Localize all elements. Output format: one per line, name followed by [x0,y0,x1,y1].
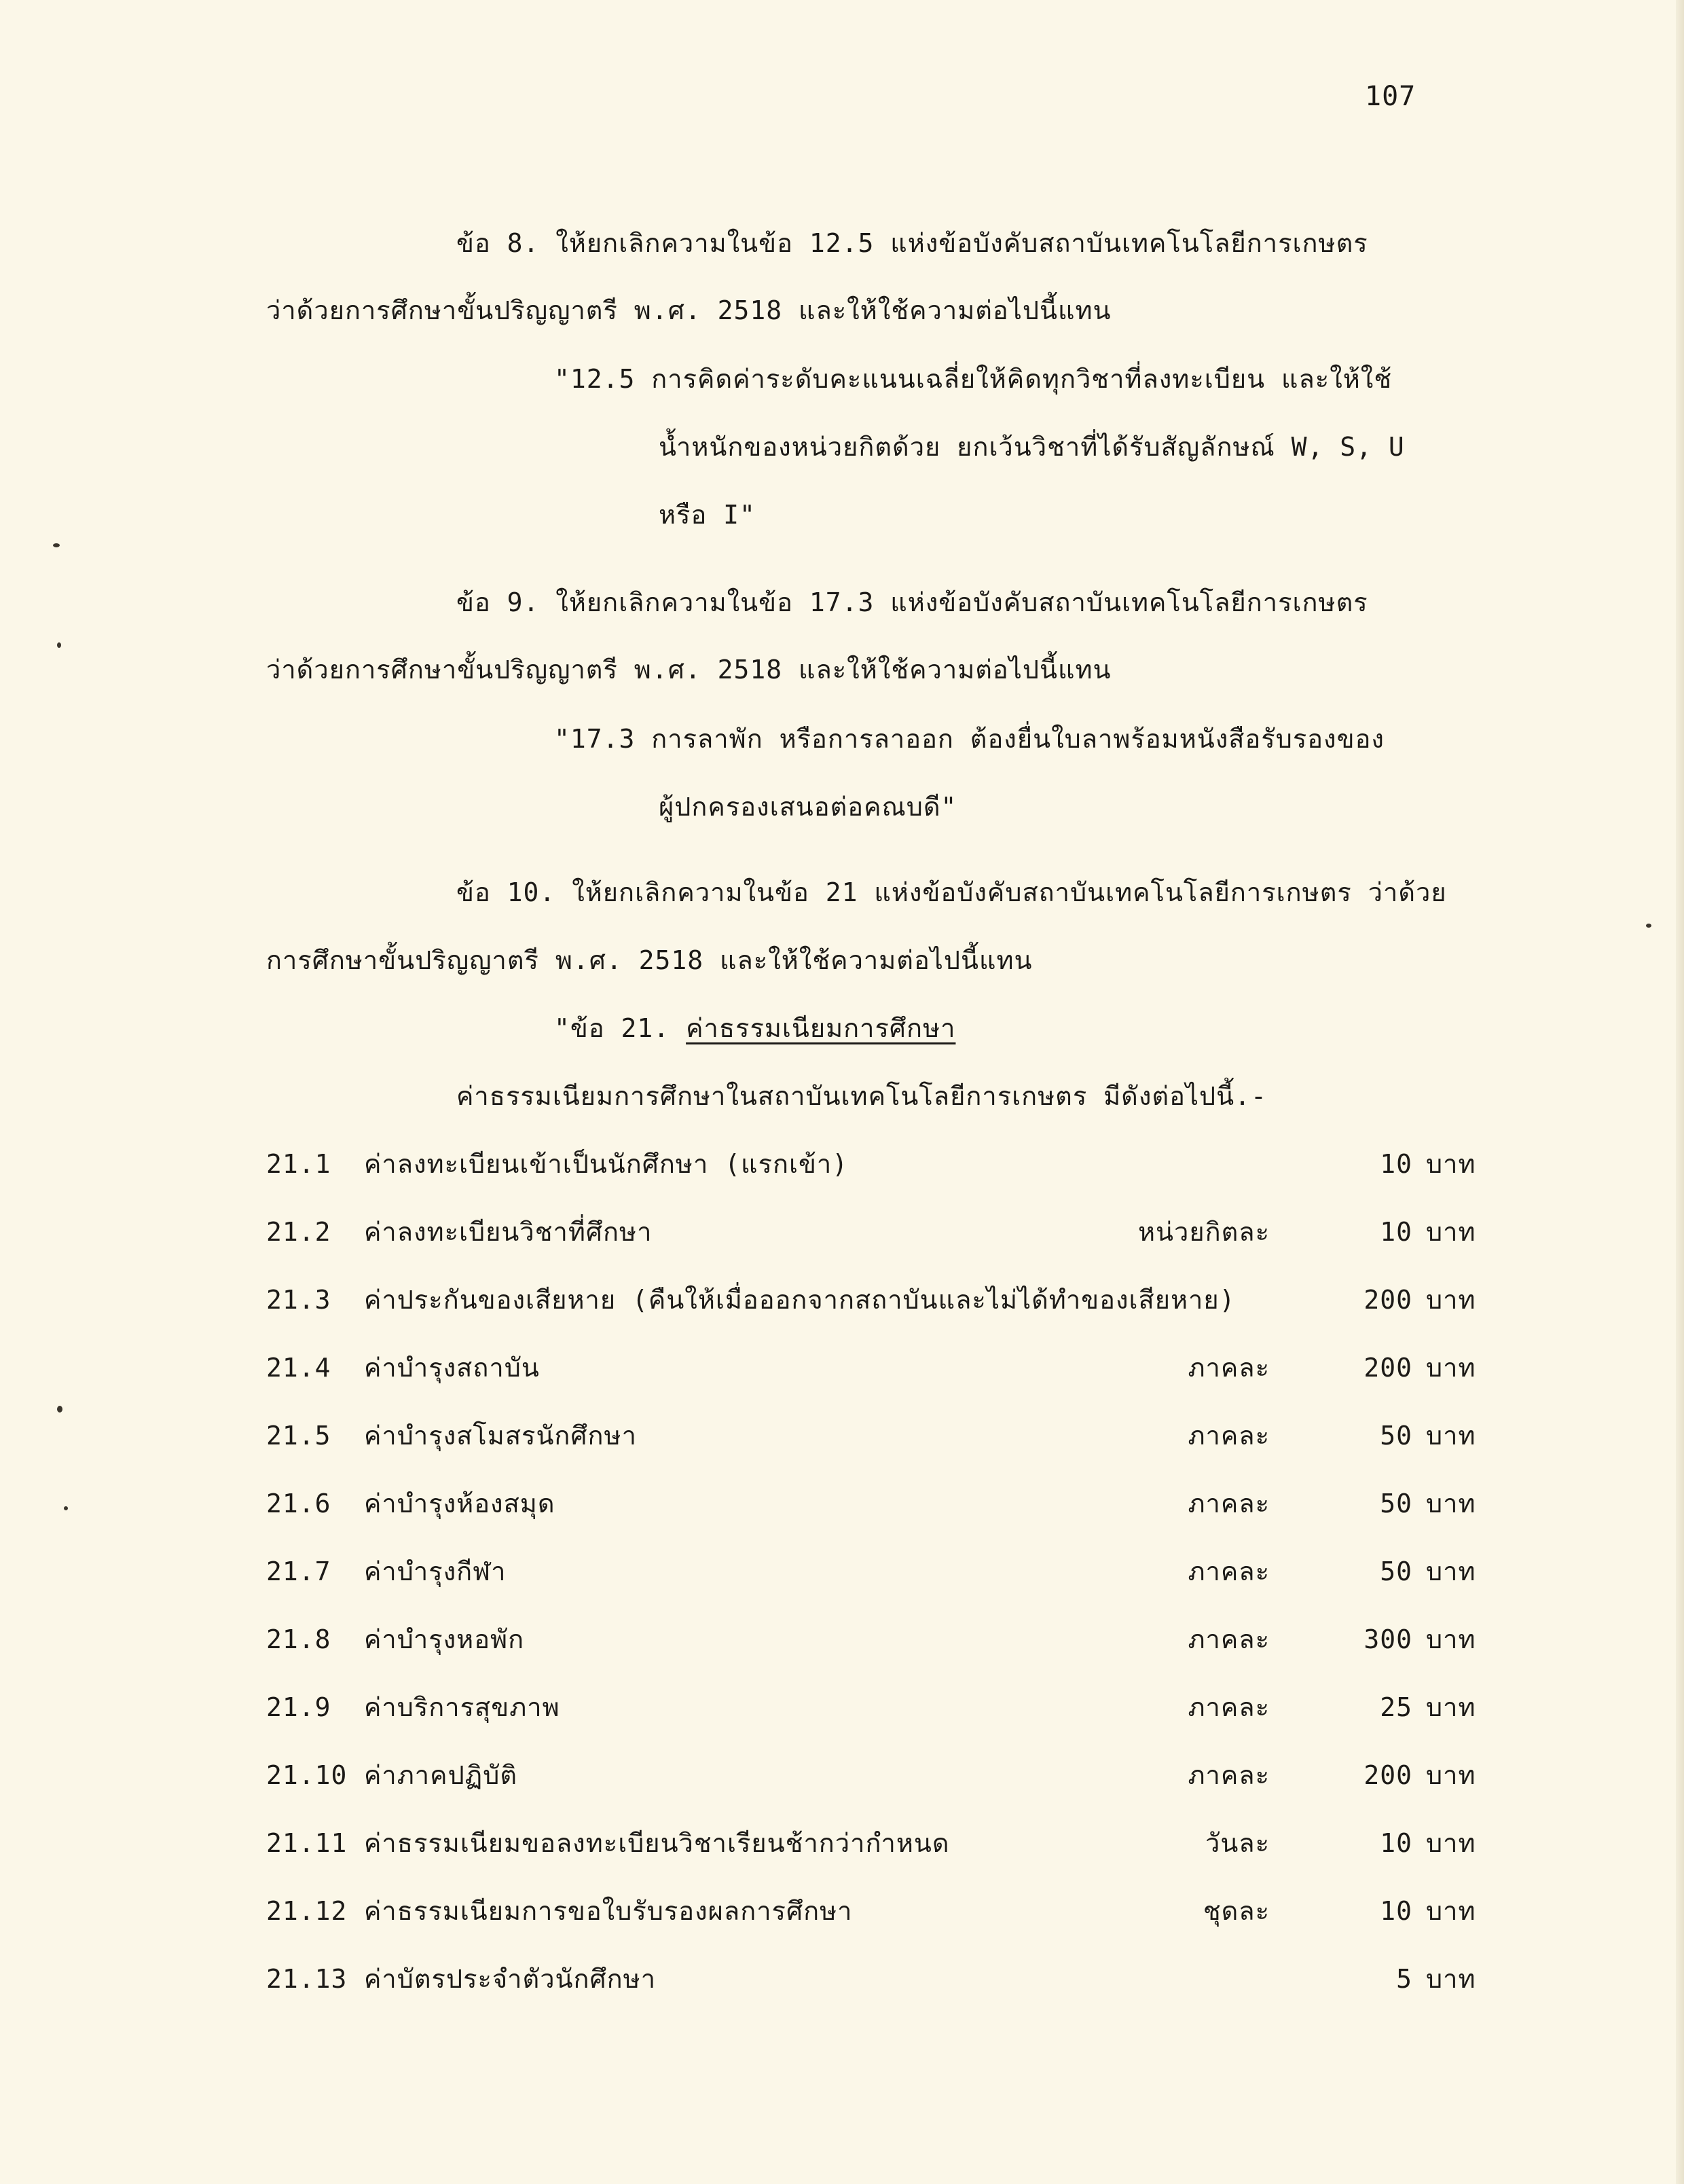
fee-number: 21.3 [266,1285,331,1315]
heading-prefix: "ข้อ 21. [554,1013,687,1043]
page-number: 107 [1365,81,1416,112]
fee-name: ค่าภาคปฏิบัติ [364,1760,517,1790]
fee-currency: บาท [1426,1421,1476,1451]
fee-unit: ภาคละ [1188,1624,1270,1654]
fee-name: ค่าประกันของเสียหาย (คืนให้เมื่อออกจากสถาบันและไม่ได้ทำของเสียหาย) [364,1285,1236,1315]
fee-currency: บาท [1426,1964,1476,1994]
scan-speck [1646,924,1651,928]
fee-amount: 10 [1380,1896,1412,1926]
fee-row [0,1351,1684,1385]
fee-name: ค่าธรรมเนียมการขอใบรับรองผลการศึกษา [364,1896,853,1926]
section-9-line-2: ว่าด้วยการศึกษาขั้นปริญญาตรี พ.ศ. 2518 และให้ใช้ความต่อไปนี้แทน [266,655,1112,685]
fee-amount: 50 [1380,1557,1412,1586]
section-9-quote-line-2: ผู้ปกครองเสนอต่อคณบดี" [659,792,957,822]
fee-number: 21.4 [266,1353,331,1383]
fee-row [0,1555,1684,1589]
fee-row [0,1895,1684,1929]
fee-currency: บาท [1426,1489,1476,1518]
fee-row [0,1963,1684,1997]
fee-number: 21.6 [266,1489,331,1518]
fee-currency: บาท [1426,1692,1476,1722]
section-8-quote-line-2: น้ำหนักของหน่วยกิตด้วย ยกเว้นวิชาที่ได้รับสัญลักษณ์ W, S, U [659,432,1405,462]
fee-row [0,1148,1684,1182]
fee-name: ค่าบำรุงหอพัก [364,1624,525,1654]
fee-currency: บาท [1426,1557,1476,1586]
fee-amount: 200 [1363,1285,1412,1315]
fee-number: 21.9 [266,1692,331,1722]
fee-amount: 200 [1363,1760,1412,1790]
fee-unit: ภาคละ [1188,1692,1270,1722]
fee-row [0,1623,1684,1657]
fee-unit: หน่วยกิตละ [1137,1217,1270,1247]
fee-row [0,1419,1684,1453]
fee-unit: ภาคละ [1188,1557,1270,1586]
scan-speck [64,1506,68,1510]
fee-name: ค่าบำรุงสถาบัน [364,1353,540,1383]
fee-currency: บาท [1426,1217,1476,1247]
fee-name: ค่าธรรมเนียมขอลงทะเบียนวิชาเรียนช้ากว่ากำหนด [364,1828,950,1858]
fee-currency: บาท [1426,1896,1476,1926]
fee-unit: วันละ [1205,1828,1270,1858]
heading-title: ค่าธรรมเนียมการศึกษา [686,1013,956,1043]
fee-row [0,1691,1684,1725]
fee-unit: ภาคละ [1188,1760,1270,1790]
fee-amount: 5 [1396,1964,1412,1994]
fee-number: 21.12 [266,1896,348,1926]
section-10-line-2: การศึกษาขั้นปริญญาตรี พ.ศ. 2518 และให้ใช้ความต่อไปนี้แทน [266,945,1033,975]
fee-row [0,1284,1684,1317]
fee-amount: 200 [1363,1353,1412,1383]
fee-row [0,1827,1684,1861]
section-8-line-2: ว่าด้วยการศึกษาขั้นปริญญาตรี พ.ศ. 2518 และให้ใช้ความต่อไปนี้แทน [266,295,1112,325]
fee-amount: 300 [1363,1624,1412,1654]
fee-row [0,1216,1684,1250]
fee-number: 21.7 [266,1557,331,1586]
fee-name: ค่าบำรุงห้องสมุด [364,1489,555,1518]
fee-row [0,1759,1684,1793]
fee-name: ค่าลงทะเบียนเข้าเป็นนักศึกษา (แรกเข้า) [364,1149,849,1179]
fee-amount: 10 [1380,1828,1412,1858]
section-8-quote-line-1: "12.5 การคิดค่าระดับคะแนนเฉลี่ยให้คิดทุกวิชาที่ลงทะเบียน และให้ใช้ [554,364,1393,394]
scan-speck [57,1406,62,1413]
fee-currency: บาท [1426,1353,1476,1383]
fee-number: 21.8 [266,1624,331,1654]
fee-unit: ภาคละ [1188,1421,1270,1451]
section-8-line-1: ข้อ 8. ให้ยกเลิกความในข้อ 12.5 แห่งข้อบังคับสถาบันเทคโนโลยีการเกษตร [456,228,1368,258]
fee-name: ค่าบัตรประจำตัวนักศึกษา [364,1964,657,1994]
fee-number: 21.10 [266,1760,348,1790]
fee-unit: ภาคละ [1188,1489,1270,1518]
fee-amount: 25 [1380,1692,1412,1722]
fee-name: ค่าลงทะเบียนวิชาที่ศึกษา [364,1217,653,1247]
fee-number: 21.13 [266,1964,348,1994]
fee-amount: 50 [1380,1421,1412,1451]
fee-name: ค่าบำรุงกีฬา [364,1557,507,1586]
scan-speck [57,642,61,648]
section-10-intro: ค่าธรรมเนียมการศึกษาในสถาบันเทคโนโลยีการเกษตร มีดังต่อไปนี้.- [456,1081,1267,1111]
fee-number: 21.2 [266,1217,331,1247]
fee-currency: บาท [1426,1760,1476,1790]
section-9-line-1: ข้อ 9. ให้ยกเลิกความในข้อ 17.3 แห่งข้อบังคับสถาบันเทคโนโลยีการเกษตร [456,587,1368,617]
fee-number: 21.5 [266,1421,331,1451]
section-10-heading [554,1012,955,1044]
fee-currency: บาท [1426,1828,1476,1858]
fee-amount: 50 [1380,1489,1412,1518]
fee-amount: 10 [1380,1217,1412,1247]
section-8-quote-line-3: หรือ I" [659,500,756,530]
fee-amount: 10 [1380,1149,1412,1179]
fee-number: 21.1 [266,1149,331,1179]
fee-row [0,1487,1684,1521]
section-10-line-1: ข้อ 10. ให้ยกเลิกความในข้อ 21 แห่งข้อบังคับสถาบันเทคโนโลยีการเกษตร ว่าด้วย [456,877,1447,907]
fee-currency: บาท [1426,1149,1476,1179]
fee-unit: ชุดละ [1203,1896,1270,1926]
fee-currency: บาท [1426,1285,1476,1315]
fee-name: ค่าบริการสุขภาพ [364,1692,560,1722]
fee-number: 21.11 [266,1828,348,1858]
fee-unit: ภาคละ [1188,1353,1270,1383]
section-9-quote-line-1: "17.3 การลาพัก หรือการลาออก ต้องยื่นใบลาพร้อมหนังสือรับรองของ [554,724,1385,754]
fee-currency: บาท [1426,1624,1476,1654]
fee-name: ค่าบำรุงสโมสรนักศึกษา [364,1421,637,1451]
scan-speck [53,543,60,547]
